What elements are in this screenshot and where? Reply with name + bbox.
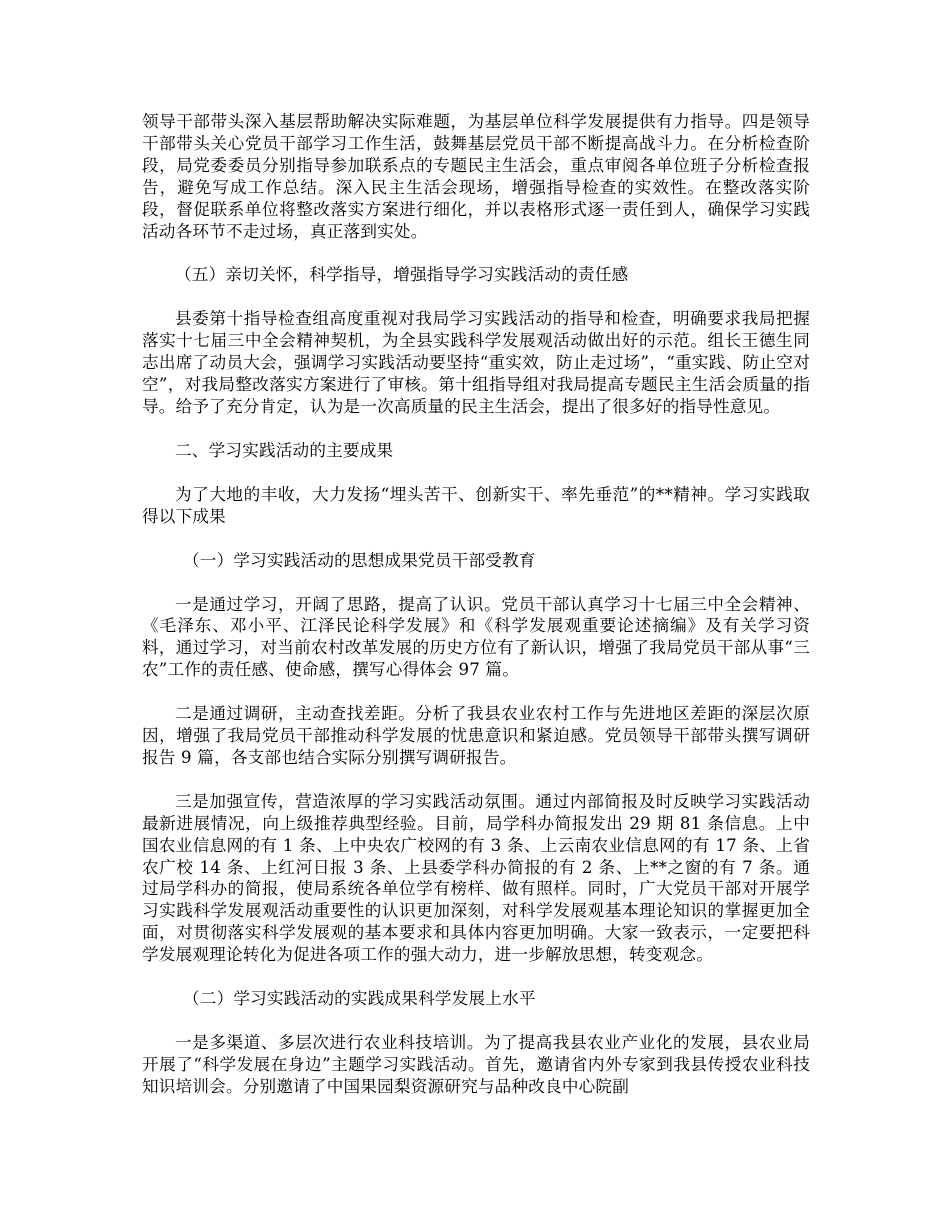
paragraph: 一是多渠道、多层次进行农业科技培训。为了提高我县农业产业化的发展，县农业局开展了“科学发展在身边”主题学习实践活动。首先，邀请省内外专家到我县传授农业科技知识培训会。分别邀请了中国果园梨资源研究与品种改良中心院副 [142,1033,810,1096]
paragraph: 为了大地的丰收，大力发扬“埋头苦干、创新实干、率先垂范”的**精神。学习实践取得以下成果 [142,484,810,526]
section-heading-5: （五）亲切关怀，科学指导，增强指导学习实践活动的责任感 [175,265,629,285]
paragraph-continuation: 领导干部带头深入基层帮助解决实际难题，为基层单位科学发展提供有力指导。四是领导干部带头关心党员干部学习工作生活，鼓舞基层党员干部不断提高战斗力。在分析检查阶段，局党委委员分别指导参加联系点的专题民主生活会，重点审阅各单位班子分析检查报告，避免写成工作总结。深入民主生活会现场，增强指导检查的实效性。在整改落实阶段，督促联系单位将整改落实方案进行细化，并以表格形式逐一责任到人，确保学习实践活动各环节不走过场，真正落到实处。 [142,112,810,241]
paragraph: 一是通过学习，开阔了思路，提高了认识。党员干部认真学习十七届三中全会精神、《毛泽东、邓小平、江泽民论科学发展》和《科学发展观重要论述摘编》及有关学习资料，通过学习，对当前农村改革发展的历史方位有了新认识，增强了我局党员干部从事“三农”工作的责任感、使命感，撰写心得体会 97 篇。 [142,594,810,680]
paragraph: 二是通过调研，主动查找差距。分析了我县农业农村工作与先进地区差距的深层次原因，增强了我局党员干部推动科学发展的忧患意识和紧迫感。党员领导干部带头撰写调研报告 9 篇，各支部也结合实际分别撰写调研报告。 [142,704,810,767]
paragraph: 三是加强宣传，营造浓厚的学习实践活动氛围。通过内部简报及时反映学习实践活动最新进展情况，向上级推荐典型经验。目前，局学科办简报发出 29 期 81 条信息。上中国农业信息网的有 1 条、上中央农广校网的有 3 条、上云南农业信息网的有 17 条、上省农广校 14 条、上红河日报 3 条、上县委学科办简报的有 2 条、上**之窗的有 7 条。通过局学科办的简报，使局系统各单位学有榜样、做有照样。同时，广大党员干部对开展学习实践科学发展观活动重要性的认识更加深刻，对科学发展观基本理论知识的掌握更加全面，对贯彻落实科学发展观的基本要求和具体内容更加明确。大家一致表示，一定要把科学发展观理论转化为促进各项工作的强大动力，进一步解放思想，转变观念。 [142,791,810,965]
document-page [142,111,810,1120]
section-heading-2: 二、学习实践活动的主要成果 [175,440,394,460]
subsection-heading-1: （一）学习实践活动的思想成果党员干部受教育 [183,550,536,570]
subsection-heading-2: （二）学习实践活动的实践成果科学发展上水平 [183,989,536,1009]
paragraph: 县委第十指导检查组高度重视对我局学习实践活动的指导和检查，明确要求我局把握落实十七届三中全会精神契机，为全县实践科学发展观活动做出好的示范。组长王德生同志出席了动员大会，强调学习实践活动要坚持“重实效，防止走过场”，“重实践、防止空对空”，对我局整改落实方案进行了审核。第十组指导组对我局提高专题民主生活会质量的指导。给予了充分肯定，认为是一次高质量的民主生活会，提出了很多好的指导性意见。 [142,309,810,416]
